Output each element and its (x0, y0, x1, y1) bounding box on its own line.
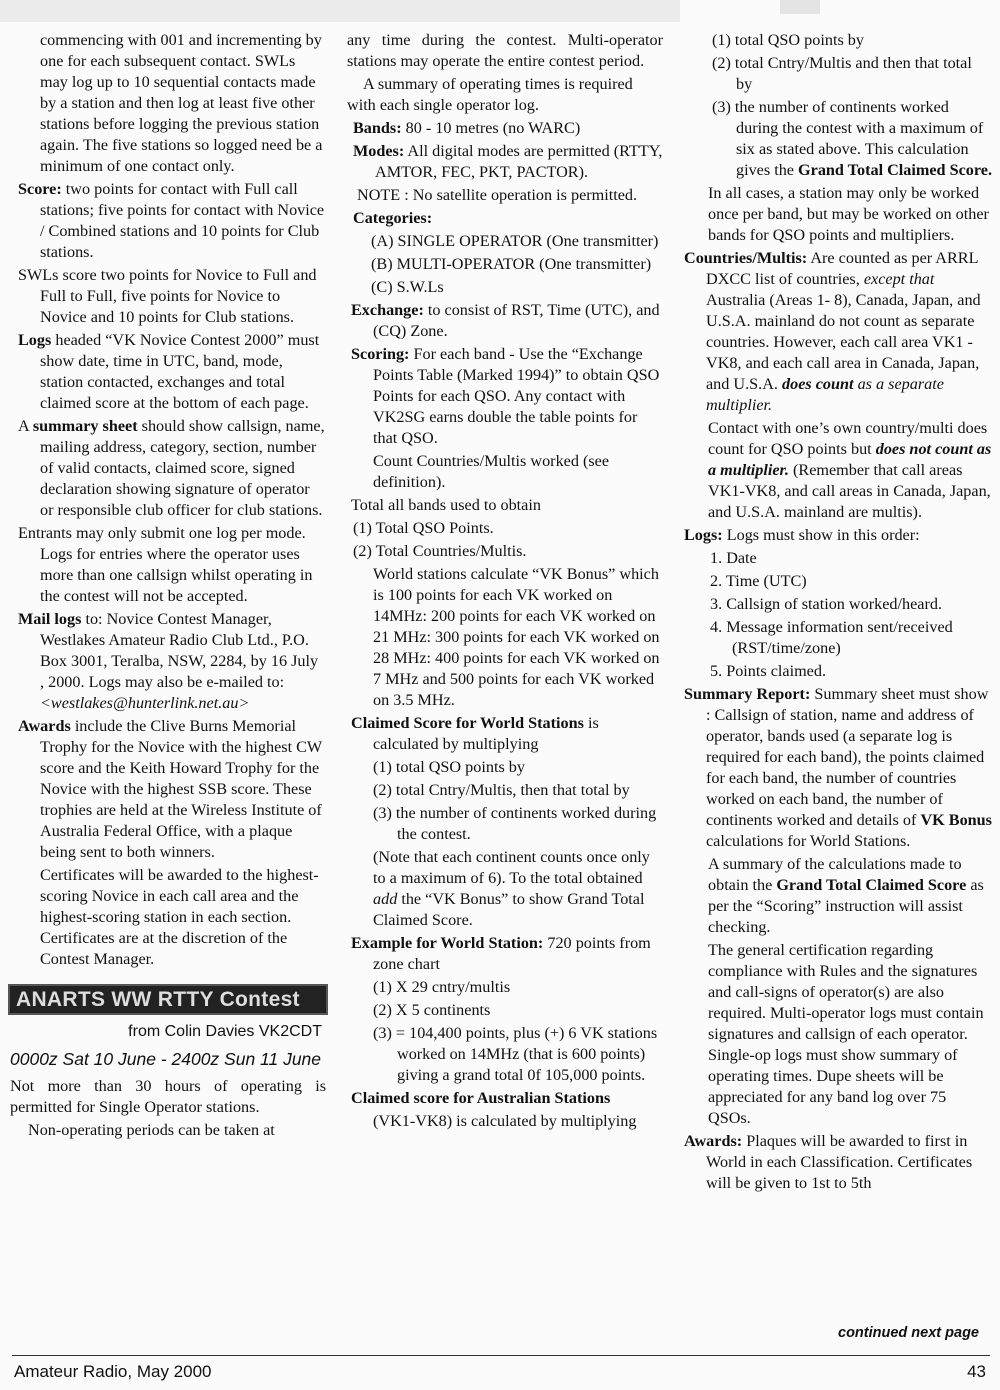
total-item-1: (1) Total QSO Points. (353, 519, 494, 537)
scoring-text: For each band - Use the “Exchange Points Table (Marked 1994)” to obtain QSO Points for each QSO. Any contact with VK2SG earns double the table points for that QSO. (373, 345, 660, 447)
paragraph-claimed-world (351, 713, 663, 755)
continent-note-text-2: the “VK Bonus” to show Grand Total Claimed Score. (373, 890, 645, 929)
paragraph-certification: The general certification regarding compliance with Rules and the signatures and call-signs of operator(s) are also required. Multi-operator logs must contain signatures and callsign of each operator. Single-op logs must show summary of operating times. Dupe sheets will be appreciated for any band log over 75 QSOs. (708, 941, 984, 1127)
paragraph-multi-op: any time during the contest. Multi-operator stations may operate the entire contest period. (347, 31, 663, 70)
paragraph-count: Count Countries/Multis worked (see definition). (373, 452, 610, 491)
page-number: 43 (967, 1362, 986, 1381)
score-text: two points for contact with Full call stations; five points for contact with Novice / Combined stations and 10 points for Club stations. (40, 180, 325, 261)
contest-dates: 0000z Sat 10 June - 2400z Sun 11 June (10, 1049, 322, 1069)
awards-plaques-label: Awards: (684, 1132, 743, 1150)
logs-order-text: Logs must show in this order: (722, 526, 920, 544)
paragraph-summary-report (684, 684, 992, 852)
logs-order-label: Logs: (684, 526, 723, 544)
claimed-world-text: is calculated by multiplying (373, 714, 599, 753)
paragraph-calculations (684, 854, 992, 938)
claimed-aus-label: Claimed score for Australian Stations (351, 1089, 611, 1107)
log-item: 5. Points claimed. (710, 662, 826, 680)
categories-label: Categories: (353, 209, 433, 227)
countries-separate: as a separate multiplier. (706, 375, 944, 414)
paragraph-score (18, 179, 326, 263)
column-right (684, 30, 992, 1196)
paragraph-swl-score: SWLs score two points for Novice to Full and Full to Full, five points for Novice to Novice and 10 points for Club stations. (18, 266, 317, 326)
paragraph-bands (353, 118, 663, 139)
paragraph-scoring (351, 344, 663, 449)
paragraph-countries (684, 248, 992, 416)
summary-sheet-text: should show callsign, name, mailing address, category, section, number of valid contacts, claimed score, signed declaration showing signature of operator or responsible club officer for club stations. (40, 417, 325, 519)
mail-email: <westlakes@hunterlink.net.au> (40, 694, 250, 712)
aus-item-1: (1) total QSO points by (712, 31, 864, 49)
logs-label: Logs (18, 331, 52, 349)
paragraph-continent-note (347, 847, 663, 931)
paragraph-mail-logs (18, 609, 326, 714)
paragraph-own-country (684, 418, 992, 523)
exchange-label: Exchange: (351, 301, 424, 319)
paragraph-note: NOTE : No satellite operation is permitted. (357, 186, 638, 204)
scan-top-band (0, 0, 680, 22)
grand-total-bold: Grand Total Claimed Score. (798, 161, 993, 179)
log-item: 1. Date (710, 549, 757, 567)
summary-sheet-label: summary sheet (32, 417, 138, 435)
paragraph-claimed-aus (351, 1088, 663, 1109)
paragraph-hours: Not more than 30 hours of operating is permitted for Single Operator stations. (10, 1077, 326, 1116)
countries-label: Countries/Multis: (684, 249, 808, 267)
mail-logs-label: Mail logs (18, 610, 82, 628)
continent-note-add: add (373, 890, 398, 908)
paragraph-logs-order (684, 525, 992, 546)
claimed-world-item-3: (3) the number of continents worked during the contest. (373, 804, 657, 843)
summary-report-label: Summary Report: (684, 685, 811, 703)
log-item: 2. Time (UTC) (710, 572, 807, 590)
exchange-text: to consist of RST, Time (UTC), and (CQ) Zone. (373, 301, 660, 340)
paragraph-categories (353, 208, 663, 229)
paragraph-nonoperating: Non-operating periods can be taken at (28, 1121, 275, 1139)
paragraph-logs (18, 330, 326, 414)
category-b: (B) MULTI-OPERATOR (One transmitter) (371, 255, 652, 273)
paragraph-serial-numbers: commencing with 001 and incrementing by one for each subsequent contact. SWLs may log up to 10 sequential contacts made by a station and then log at least five other stations before logging the previous station again. The five stations so logged need be a minimum of one contact only. (40, 31, 323, 175)
paragraph-entrants: Entrants may only submit one log per mode. Logs for entries where the operator uses more than one callsign whilst operating in the contest will not be accepted. (18, 524, 313, 605)
category-a: (A) SINGLE OPERATOR (One transmitter) (371, 232, 659, 250)
article-byline: from Colin Davies VK2CDT (128, 1023, 322, 1040)
scan-top-mark (780, 0, 820, 14)
logs-text: headed “VK Novice Contest 2000” must show date, time in UTC, band, mode, station contacted, exchanges and total claimed score at the bottom of each page. (40, 331, 320, 412)
example-text: 720 points from zone chart (373, 934, 651, 973)
countries-text: Are counted as per ARRL DXCC list of countries, (706, 249, 978, 288)
does-not-count: does not count as a multiplier. (708, 440, 992, 479)
log-item: 3. Callsign of station worked/heard. (710, 595, 942, 613)
calculations-text: A summary of the calculations made to obtain the (708, 855, 962, 894)
paragraph-exchange (351, 300, 663, 342)
aus-item-3-text: (3) the number of continents worked during the contest with a maximum of six as stated above. This calculation gives the (712, 98, 984, 179)
continued-next-page: continued next page (838, 1325, 979, 1341)
modes-text: All digital modes are permitted (RTTY, AMTOR, FEC, PKT, PACTOR). (375, 142, 663, 181)
countries-does-count: does count (782, 375, 854, 393)
aus-item-2: (2) total Cntry/Multis and then that total by (712, 54, 972, 93)
awards-plaques-text: Plaques will be awarded to first in World in each Classification. Certificates will be given to 1st to 5th (706, 1132, 973, 1192)
own-country-text-2: (Remember that call areas VK1-VK8, and call areas in Canada, Japan, and U.S.A. mainland are multis). (708, 461, 991, 521)
paragraph-summary-sheet (18, 416, 326, 521)
claimed-world-item-1: (1) total QSO points by (373, 758, 525, 776)
vk-bonus-bold: VK Bonus (920, 811, 992, 829)
own-country-text: Contact with one’s own country/multi does count for QSO points but (708, 419, 988, 458)
column-left (10, 30, 326, 1143)
awards-label: Awards (18, 717, 71, 735)
example-item-1: (1) X 29 cntry/multis (373, 978, 511, 996)
countries-except: except that (863, 270, 935, 288)
claimed-aus-text: (VK1-VK8) is calculated by multiplying (373, 1112, 637, 1130)
bands-text: 80 - 10 metres (no WARC) (401, 119, 581, 137)
mail-logs-text: to: Novice Contest Manager, Westlakes Amateur Radio Club Ltd., P.O. Box 3001, Teralba, NSW, 2284, by 16 July , 2000. Logs may also be e-mailed to: (40, 610, 319, 691)
scoring-label: Scoring: (351, 345, 410, 363)
aus-item-3 (684, 97, 992, 181)
grand-total-claimed-bold: Grand Total Claimed Score (776, 876, 967, 894)
paragraph-world-bonus: World stations calculate “VK Bonus” which is 100 points for each VK worked on 14MHz: 200 points for each VK worked on 21 MHz: 300 points for each VK worked on 28 MHz: 400 points for each VK worked on 7 MHz and 500 points for each VK worked on 3.5 MHz. (373, 565, 660, 709)
example-item-3: (3) = 104,400 points, plus (+) 6 VK stations worked on 14MHz (that is 600 points) giving a grand total 0f 105,000 points. (373, 1024, 658, 1084)
footer-publication: Amateur Radio, May 2000 (14, 1362, 212, 1381)
paragraph-total: Total all bands used to obtain (351, 496, 541, 514)
summary-report-text-2: calculations for World Stations. (706, 832, 911, 850)
example-label: Example for World Station: (351, 934, 544, 952)
paragraph-modes (353, 141, 663, 183)
claimed-world-item-2: (2) total Cntry/Multis, then that total by (373, 781, 630, 799)
continent-note-text: (Note that each continent counts once only to a maximum of 6). To the total obtained (373, 848, 650, 887)
paragraph-awards (18, 716, 326, 863)
countries-text-2: Australia (Areas 1- 8), Canada, Japan, and U.S.A. mainland do not count as separate countries. However, each call area VK1 - VK8, and each call area in Canada, Japan, and U.S.A. (706, 291, 981, 393)
score-label: Score: (18, 180, 62, 198)
column-middle (347, 30, 663, 1134)
summary-report-text: Summary sheet must show : Callsign of station, name and address of operator, bands used (a separate log is required for each band), the points claimed for each band, the number of countries worked on each band, the number of continents worked and details of (706, 685, 989, 829)
paragraph-example (351, 933, 663, 975)
section-banner: ANARTS WW RTTY Contest (8, 984, 328, 1015)
paragraph-summary-times: A summary of operating times is required with each single operator log. (347, 75, 633, 114)
log-item: 4. Message information sent/received (RST/time/zone) (710, 618, 953, 657)
example-item-2: (2) X 5 continents (373, 1001, 491, 1019)
summary-prefix: A (18, 417, 33, 435)
paragraph-awards-plaques (684, 1131, 992, 1194)
bands-label: Bands: (353, 119, 402, 137)
category-c: (C) S.W.Ls (371, 278, 444, 296)
claimed-world-label: Claimed Score for World Stations (351, 714, 584, 732)
paragraph-all-cases: In all cases, a station may only be worked once per band, but may be worked on other bands for QSO points and multipliers. (708, 184, 989, 244)
total-item-2: (2) Total Countries/Multis. (353, 542, 527, 560)
awards-text: include the Clive Burns Memorial Trophy for the Novice with the highest CW score and the Keith Howard Trophy for the Novice with the highest SSB score. These trophies are held at the Wireless Institute of Australia Federal Office, with a plaque being sent to both winners. (40, 717, 322, 861)
calculations-text-2: as per the “Scoring” instruction will assist checking. (708, 876, 984, 936)
footer-rule (12, 1355, 990, 1356)
paragraph-certificates: Certificates will be awarded to the highest-scoring Novice in each call area and the highest-scoring station in each section. Certificates are at the discretion of the Contest Manager. (40, 866, 319, 968)
modes-label: Modes: (353, 142, 405, 160)
